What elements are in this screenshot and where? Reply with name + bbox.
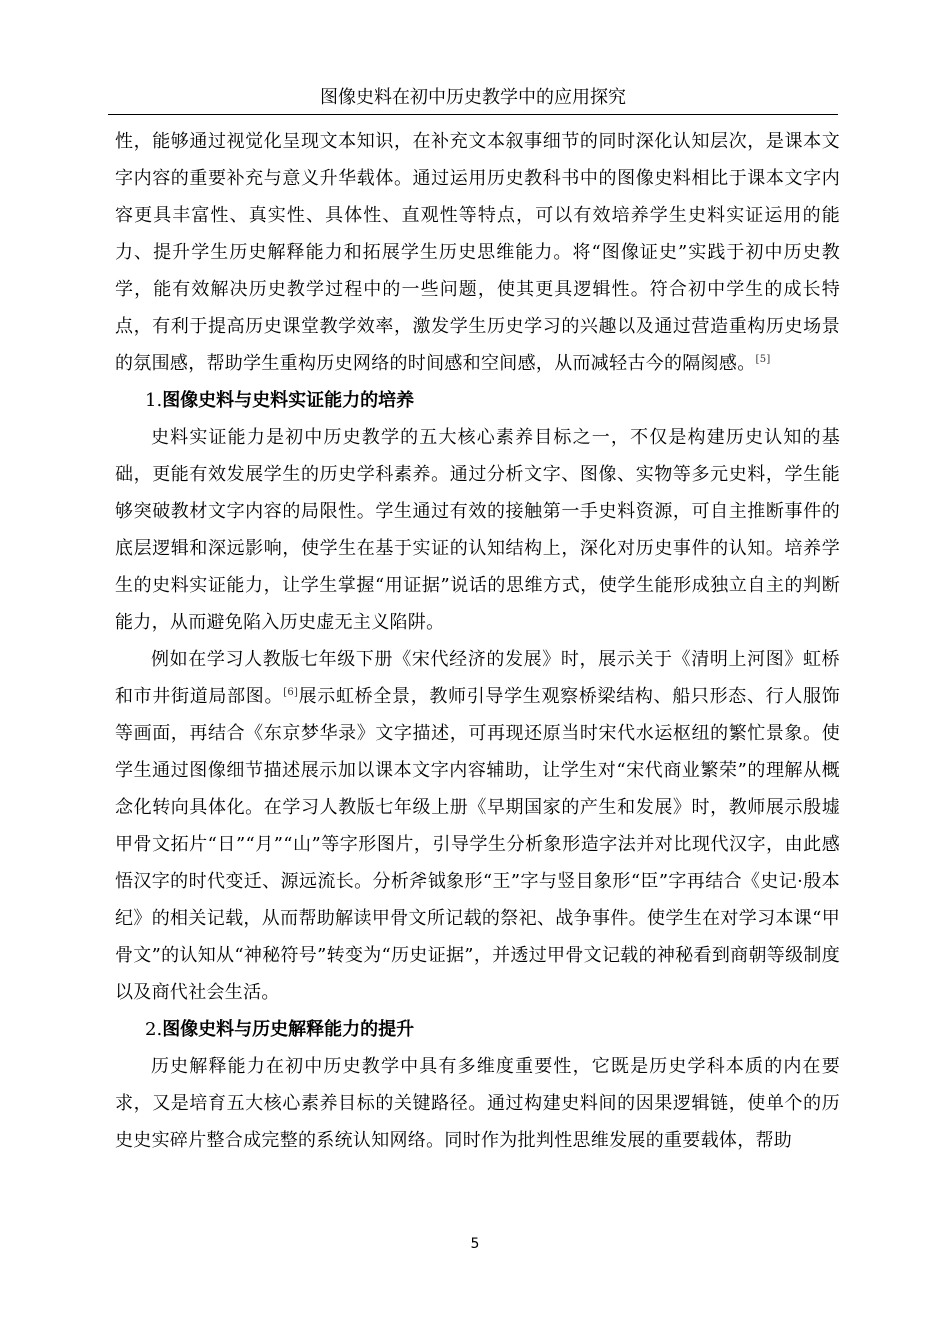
page-number: 5 bbox=[470, 1236, 480, 1252]
paragraph-evidence-ability bbox=[115, 419, 840, 641]
paragraph-text: 展示虹桥全景，教师引导学生观察桥梁结构、船只形态、行人服饰等画面，再结合《东京梦华录》文字描述，可再现还原当时宋代水运枢纽的繁忙景象。使学生通过图像细节描述展示加以课本文字内容辅助，让学生对“宋代商业繁荣”的理解从概念化转向具体化。在学习人教版七年级上册《早期国家的产生和发展》时，教师展示殷墟甲骨文拓片“日”“月”“山”等字形图片，引导学生分析象形造字法并对比现代汉字，由此感悟汉字的时代变迁、源远流长。分析斧钺象形“王”字与竖目象形“臣”字再结合《史记·殷本纪》的相关记载，从而帮助解读甲骨文所记载的祭祀、战争事件。使学生在对学习本课“甲骨文”的认知从“神秘符号”转变为“历史证据”，并透过甲骨文记载的神秘看到商朝等级制度以及商代社会生活。 bbox=[115, 686, 840, 1003]
running-header: 图像史料在初中历史教学中的应用探究 bbox=[320, 87, 626, 108]
section-title: 图像史料与历史解释能力的提升 bbox=[162, 1019, 415, 1040]
section-heading-1 bbox=[115, 382, 840, 419]
body-text bbox=[115, 123, 840, 1159]
paragraph-examples bbox=[115, 641, 840, 1011]
section-number: 1. bbox=[145, 390, 163, 411]
section-number: 2. bbox=[145, 1019, 163, 1040]
section-heading-2 bbox=[115, 1011, 840, 1048]
citation-marker: [5] bbox=[755, 354, 771, 365]
citation-marker: [6] bbox=[283, 687, 299, 698]
paragraph-interpretation-ability bbox=[115, 1048, 840, 1159]
paragraph-text: 史料实证能力是初中历史教学的五大核心素养目标之一，不仅是构建历史认知的基础，更能有效发展学生的历史学科素养。通过分析文字、图像、实物等多元史料，学生能够突破教材文字内容的局限性。学生通过有效的接触第一手史料资源，可自主推断事件的底层逻辑和深远影响，使学生在基于实证的认知结构上，深化对历史事件的认知。培养学生的史料实证能力，让学生掌握“用证据”说话的思维方式，使学生能形成独立自主的判断能力，从而避免陷入历史虚无主义陷阱。 bbox=[115, 427, 840, 633]
paragraph-text: 历史解释能力在初中历史教学中具有多维度重要性，它既是历史学科本质的内在要求，又是培育五大核心素养目标的关键路径。通过构建史料间的因果逻辑链，使单个的历史史实碎片整合成完整的系统认知网络。同时作为批判性思维发展的重要载体，帮助 bbox=[115, 1056, 840, 1151]
paragraph-text: 性，能够通过视觉化呈现文本知识，在补充文本叙事细节的同时深化认知层次，是课本文字内容的重要补充与意义升华载体。通过运用历史教科书中的图像史料相比于课本文字内容更具丰富性、真实性、具体性、直观性等特点，可以有效培养学生史料实证运用的能力、提升学生历史解释能力和拓展学生历史思维能力。将“图像证史”实践于初中历史教学，能有效解决历史教学过程中的一些问题，使其更具逻辑性。符合初中学生的成长特点，有利于提高历史课堂教学效率，激发学生历史学习的兴趣以及通过营造重构历史场景的氛围感，帮助学生重构历史网络的时间感和空间感，从而减轻古今的隔阂感。 bbox=[115, 131, 840, 374]
section-title: 图像史料与史料实证能力的培养 bbox=[162, 390, 415, 411]
header-rule bbox=[108, 114, 838, 115]
paragraph-continuation bbox=[115, 123, 840, 382]
paragraph-text: 例如在学习人教版七年级下册《宋代经济的发展》时，展示关于《清明上河图》虹桥和市井街道局部图。 bbox=[115, 649, 840, 707]
